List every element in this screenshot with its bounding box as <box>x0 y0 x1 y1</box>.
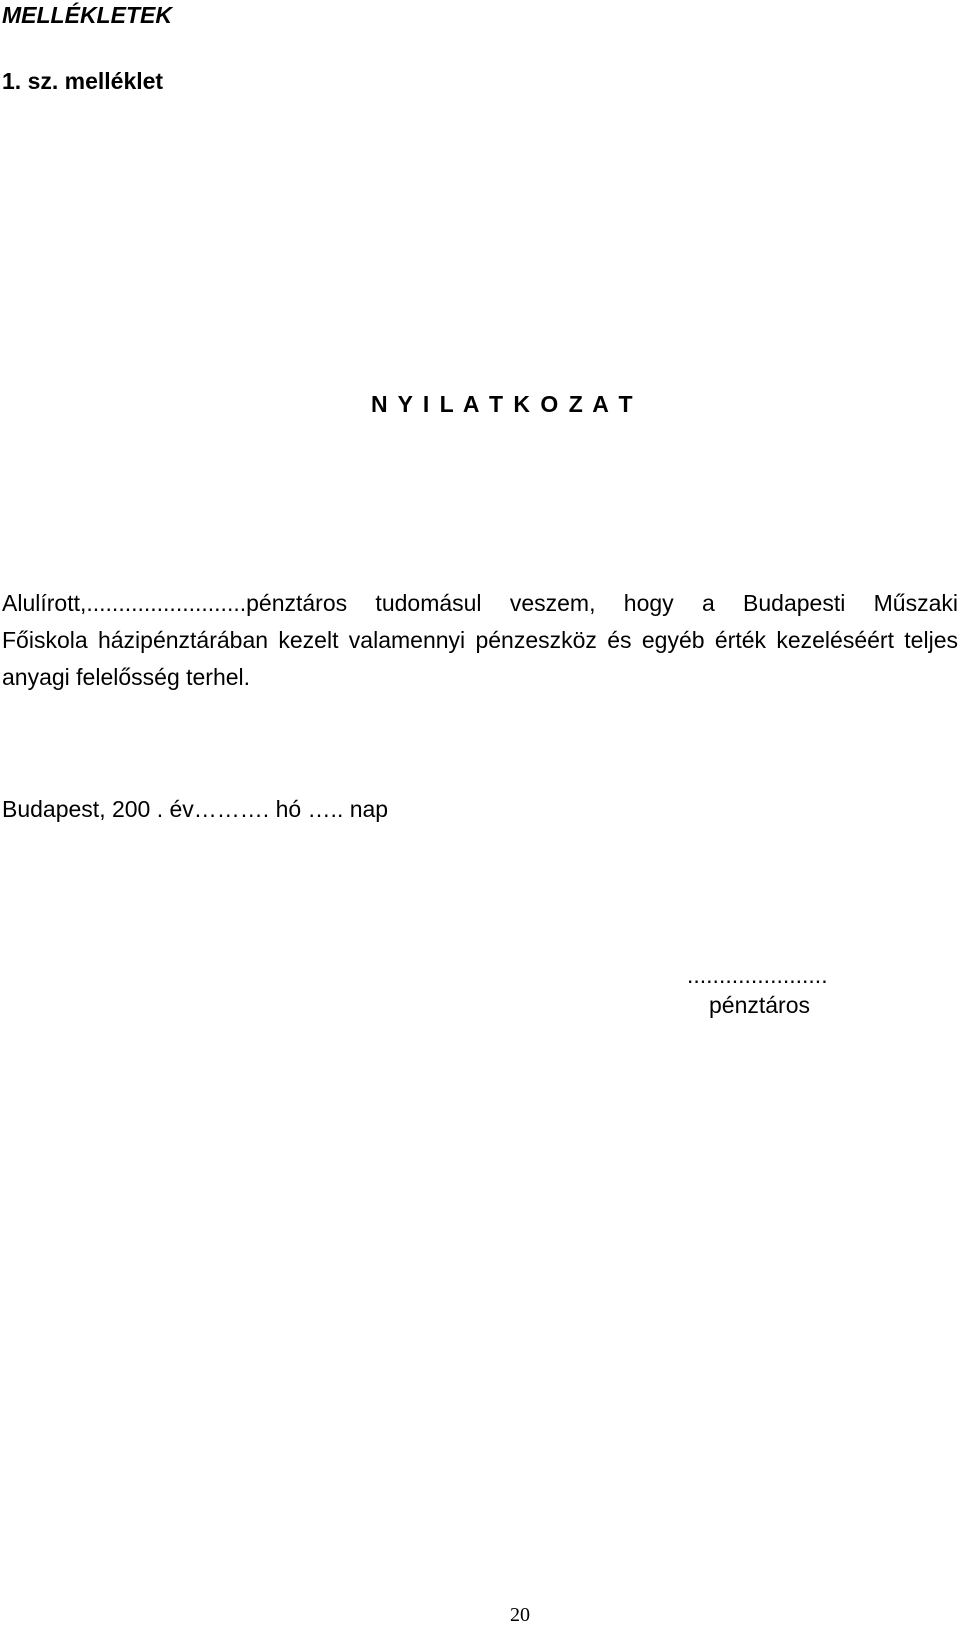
document-title: N Y I L A T K O Z A T <box>371 391 635 417</box>
declaration-line-2: Főiskola házipénztárában kezelt valamennyi pénzeszköz és egyéb érték kezeléséért teljes <box>2 627 958 653</box>
declaration-line-1: Alulírott,.........................pénztáros tudomásul veszem, hogy a Budapesti Műszaki <box>2 590 958 616</box>
declaration-paragraph <box>2 585 958 696</box>
page-number: 20 <box>510 1604 530 1626</box>
declaration-line-3: anyagi felelősség terhel. <box>2 664 251 690</box>
date-line: Budapest, 200 . év………. hó ….. nap <box>2 796 389 822</box>
signature-label: pénztáros <box>709 992 811 1018</box>
section-title: MELLÉKLETEK <box>2 2 172 28</box>
annex-number: 1. sz. melléklet <box>2 68 164 94</box>
signature-line: ...................... <box>687 962 828 988</box>
